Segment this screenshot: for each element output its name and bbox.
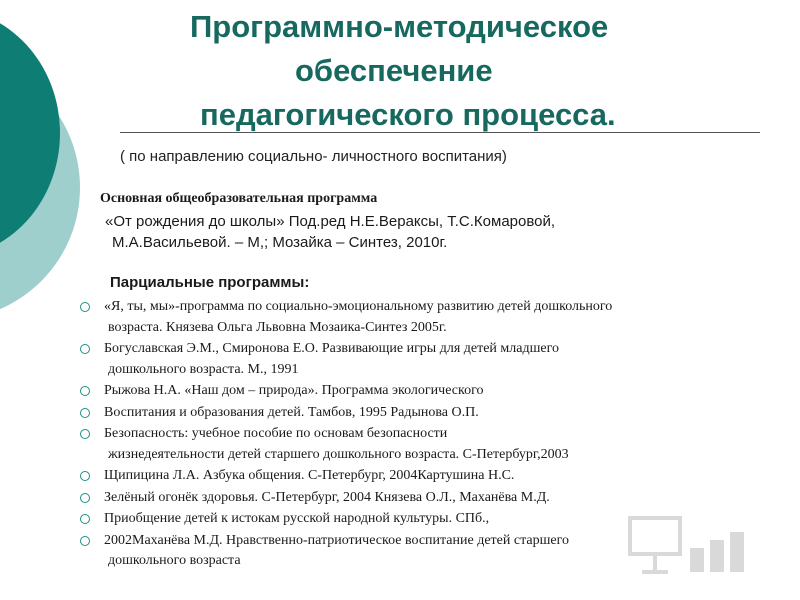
ring-bullet-icon: [80, 408, 90, 418]
title-divider: [120, 132, 760, 133]
ring-bullet-icon: [80, 514, 90, 524]
partial-program-line: Рыжова Н.А. «Наш дом – природа». Программа экологического: [104, 383, 484, 398]
slide-title: [0, 0, 800, 140]
partial-program-item: [80, 488, 760, 509]
ring-bullet-icon: [80, 471, 90, 481]
partial-program-item: [80, 466, 760, 487]
ring-bullet-icon: [80, 344, 90, 354]
partial-program-line: дошкольного возраста: [108, 553, 241, 568]
partial-programs-heading: Парциальные программы:: [110, 274, 310, 291]
ring-bullet-icon: [80, 536, 90, 546]
partial-program-line: «Я, ты, мы»-программа по социально-эмоциональному развитию детей дошкольного: [104, 299, 613, 314]
main-program-line-1: «От рождения до школы» Под.ред Н.Е.Вераксы, Т.С.Комаровой,: [105, 213, 556, 230]
presentation-board-icon: [620, 510, 770, 580]
partial-program-item: [80, 403, 760, 424]
title-line-3: педагогического процесса.: [200, 97, 616, 132]
ring-bullet-icon: [80, 386, 90, 396]
partial-program-item: [80, 381, 760, 402]
ring-bullet-icon: [80, 429, 90, 439]
partial-program-line: Щипицина Л.А. Азбука общения. С-Петербург, 2004Картушина Н.С.: [104, 468, 515, 483]
partial-program-line: 2002Маханёва М.Д. Нравственно-патриотическое воспитание детей старшего: [104, 532, 569, 548]
partial-program-line: возраста. Князева Ольга Львовна Мозаика-Синтез 2005г.: [108, 319, 447, 335]
partial-program-line: Воспитания и образования детей. Тамбов, 1995 Радынова О.П.: [104, 404, 479, 420]
subtitle: ( по направлению социально- личностного воспитания): [120, 148, 507, 165]
partial-program-item: [80, 424, 760, 465]
ring-bullet-icon: [80, 302, 90, 312]
main-program-heading: Основная общеобразовательная программа: [100, 191, 378, 206]
title-line-2: обеспечение: [295, 53, 493, 88]
partial-program-item: [80, 297, 760, 338]
main-program-line-2: М.А.Васильевой. – М,; Мозайка – Синтез, 2010г.: [112, 234, 448, 251]
partial-program-item: [80, 339, 760, 380]
partial-program-line: Безопасность: учебное пособие по основам безопасности: [104, 426, 448, 441]
partial-program-line: Зелёный огонёк здоровья. С-Петербург, 2004 Князева О.Л., Маханёва М.Д.: [104, 489, 550, 505]
title-line-1: Программно-методическое: [190, 9, 609, 44]
partial-program-line: дошкольного возраста. М., 1991: [108, 361, 299, 377]
ring-bullet-icon: [80, 493, 90, 503]
partial-program-line: Приобщение детей к истокам русской народной культуры. СПб.,: [104, 511, 490, 526]
partial-program-line: жизнедеятельности детей старшего дошкольного возраста. С-Петербург,2003: [108, 446, 569, 462]
partial-program-line: Богуславская Э.М., Смиронова Е.О. Развивающие игры для детей младшего: [104, 341, 559, 356]
